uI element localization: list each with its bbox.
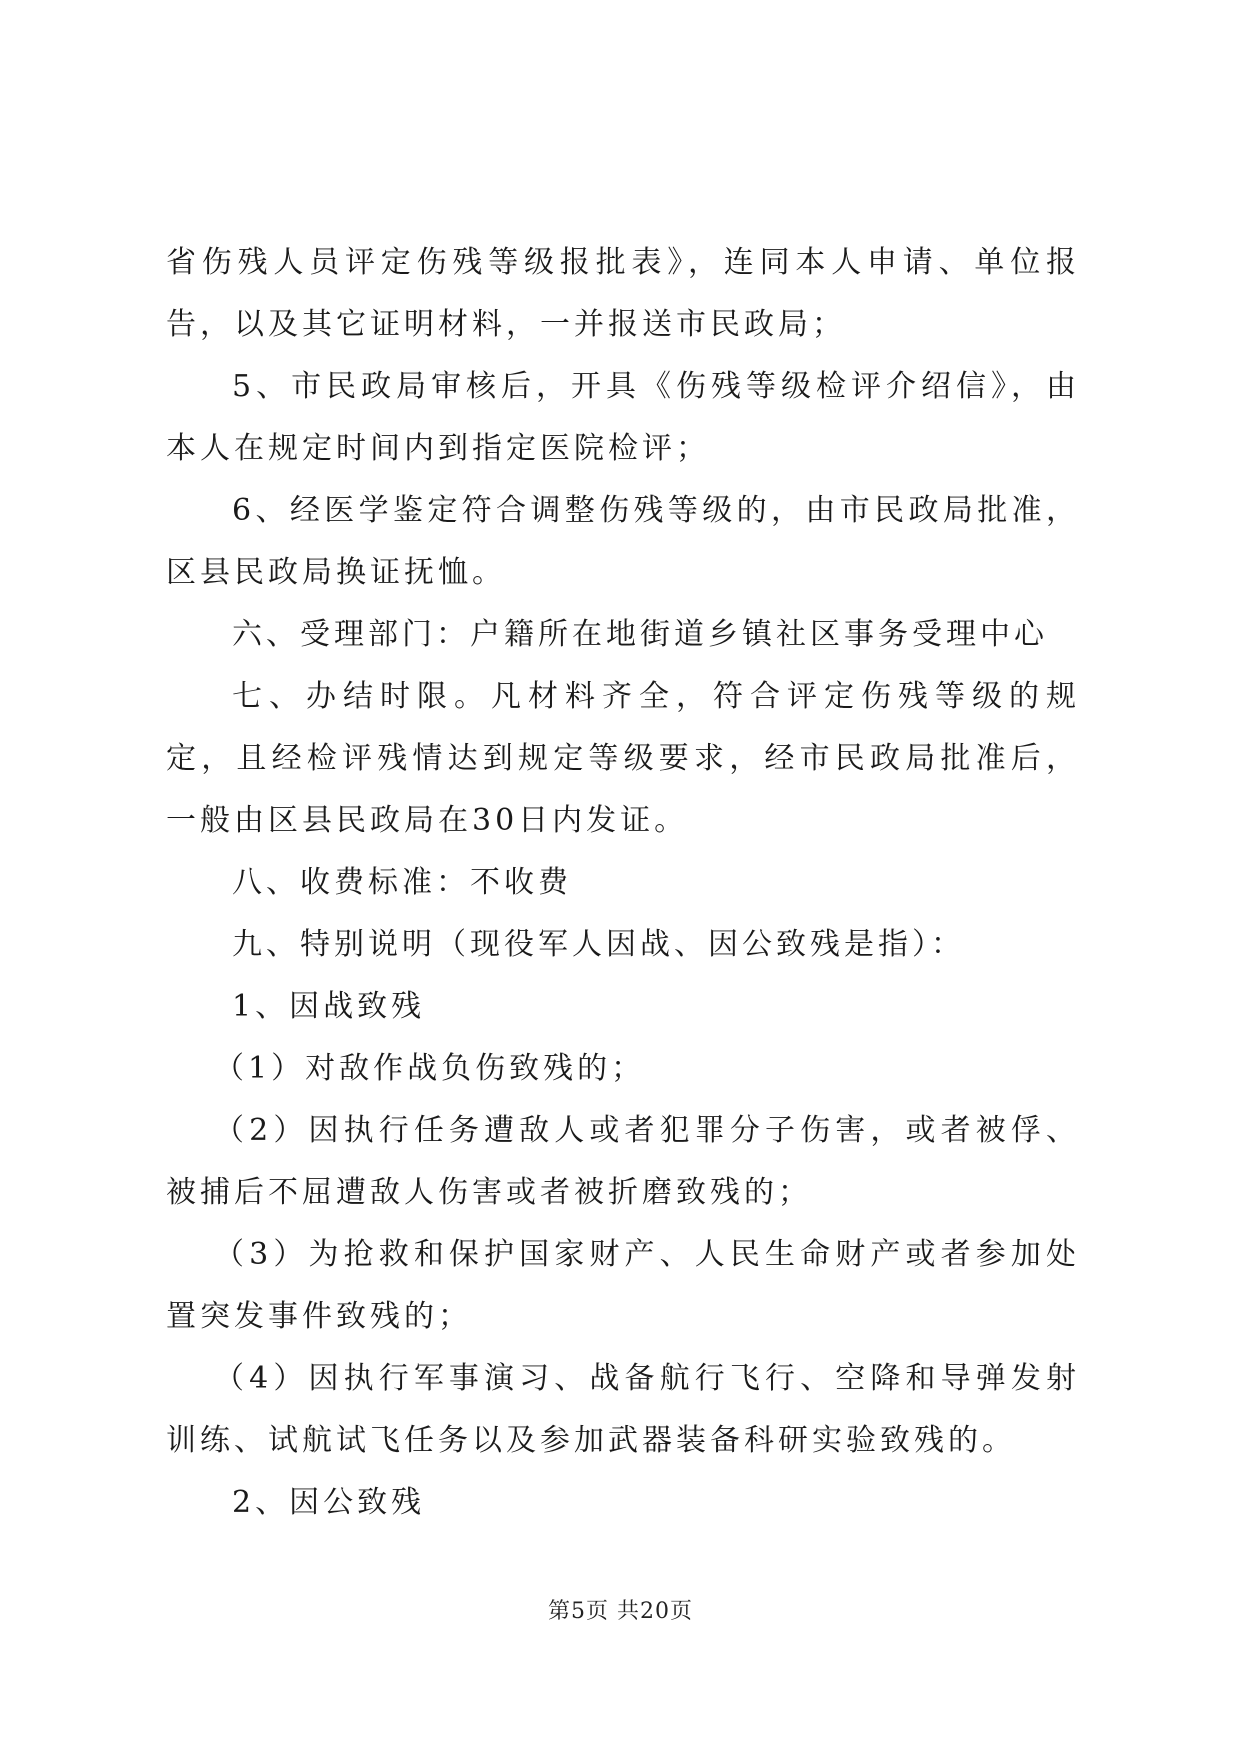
paragraph-section-7: 七、办结时限。凡材料齐全，符合评定伤残等级的规定，且经检评残情达到规定等级要求，经市民政局批准后，一般由区县民政局在30日内发证。 <box>166 679 1080 838</box>
paragraph-subheading-1: 1、因战致残 <box>232 989 426 1024</box>
paragraph-section-9: 九、特别说明（现役军人因战、因公致残是指）： <box>232 927 965 962</box>
paragraph-subitem-3: （3）为抢救和保护国家财产、人民生命财产或者参加处置突发事件致残的； <box>166 1237 1080 1334</box>
paragraph-item-6: 6、经医学鉴定符合调整伤残等级的，由市民政局批准，区县民政局换证抚恤。 <box>166 493 1080 590</box>
page-number-footer: 第5页 共20页 <box>548 1599 693 1624</box>
paragraph-item-5: 5、市民政局审核后，开具《伤残等级检评介绍信》，由本人在规定时间内到指定医院检评； <box>166 369 1080 466</box>
paragraph-subheading-2: 2、因公致残 <box>232 1485 426 1520</box>
paragraph-section-8: 八、收费标准：不收费 <box>232 865 572 900</box>
paragraph-subitem-1: （1）对敌作战负伤致残的； <box>214 1051 646 1086</box>
paragraph-subitem-4: （4）因执行军事演习、战备航行飞行、空降和导弹发射训练、试航试飞任务以及参加武器装备科研实验致残的。 <box>166 1361 1080 1458</box>
paragraph-subitem-2: （2）因执行任务遭敌人或者犯罪分子伤害，或者被俘、被捕后不屈遭敌人伤害或者被折磨致残的； <box>166 1113 1080 1210</box>
paragraph-section-6: 六、受理部门：户籍所在地街道乡镇社区事务受理中心 <box>232 617 1048 652</box>
document-body <box>166 232 1080 1534</box>
paragraph-continuation: 省伤残人员评定伤残等级报批表》，连同本人申请、单位报告，以及其它证明材料，一并报送市民政局； <box>166 245 1080 342</box>
